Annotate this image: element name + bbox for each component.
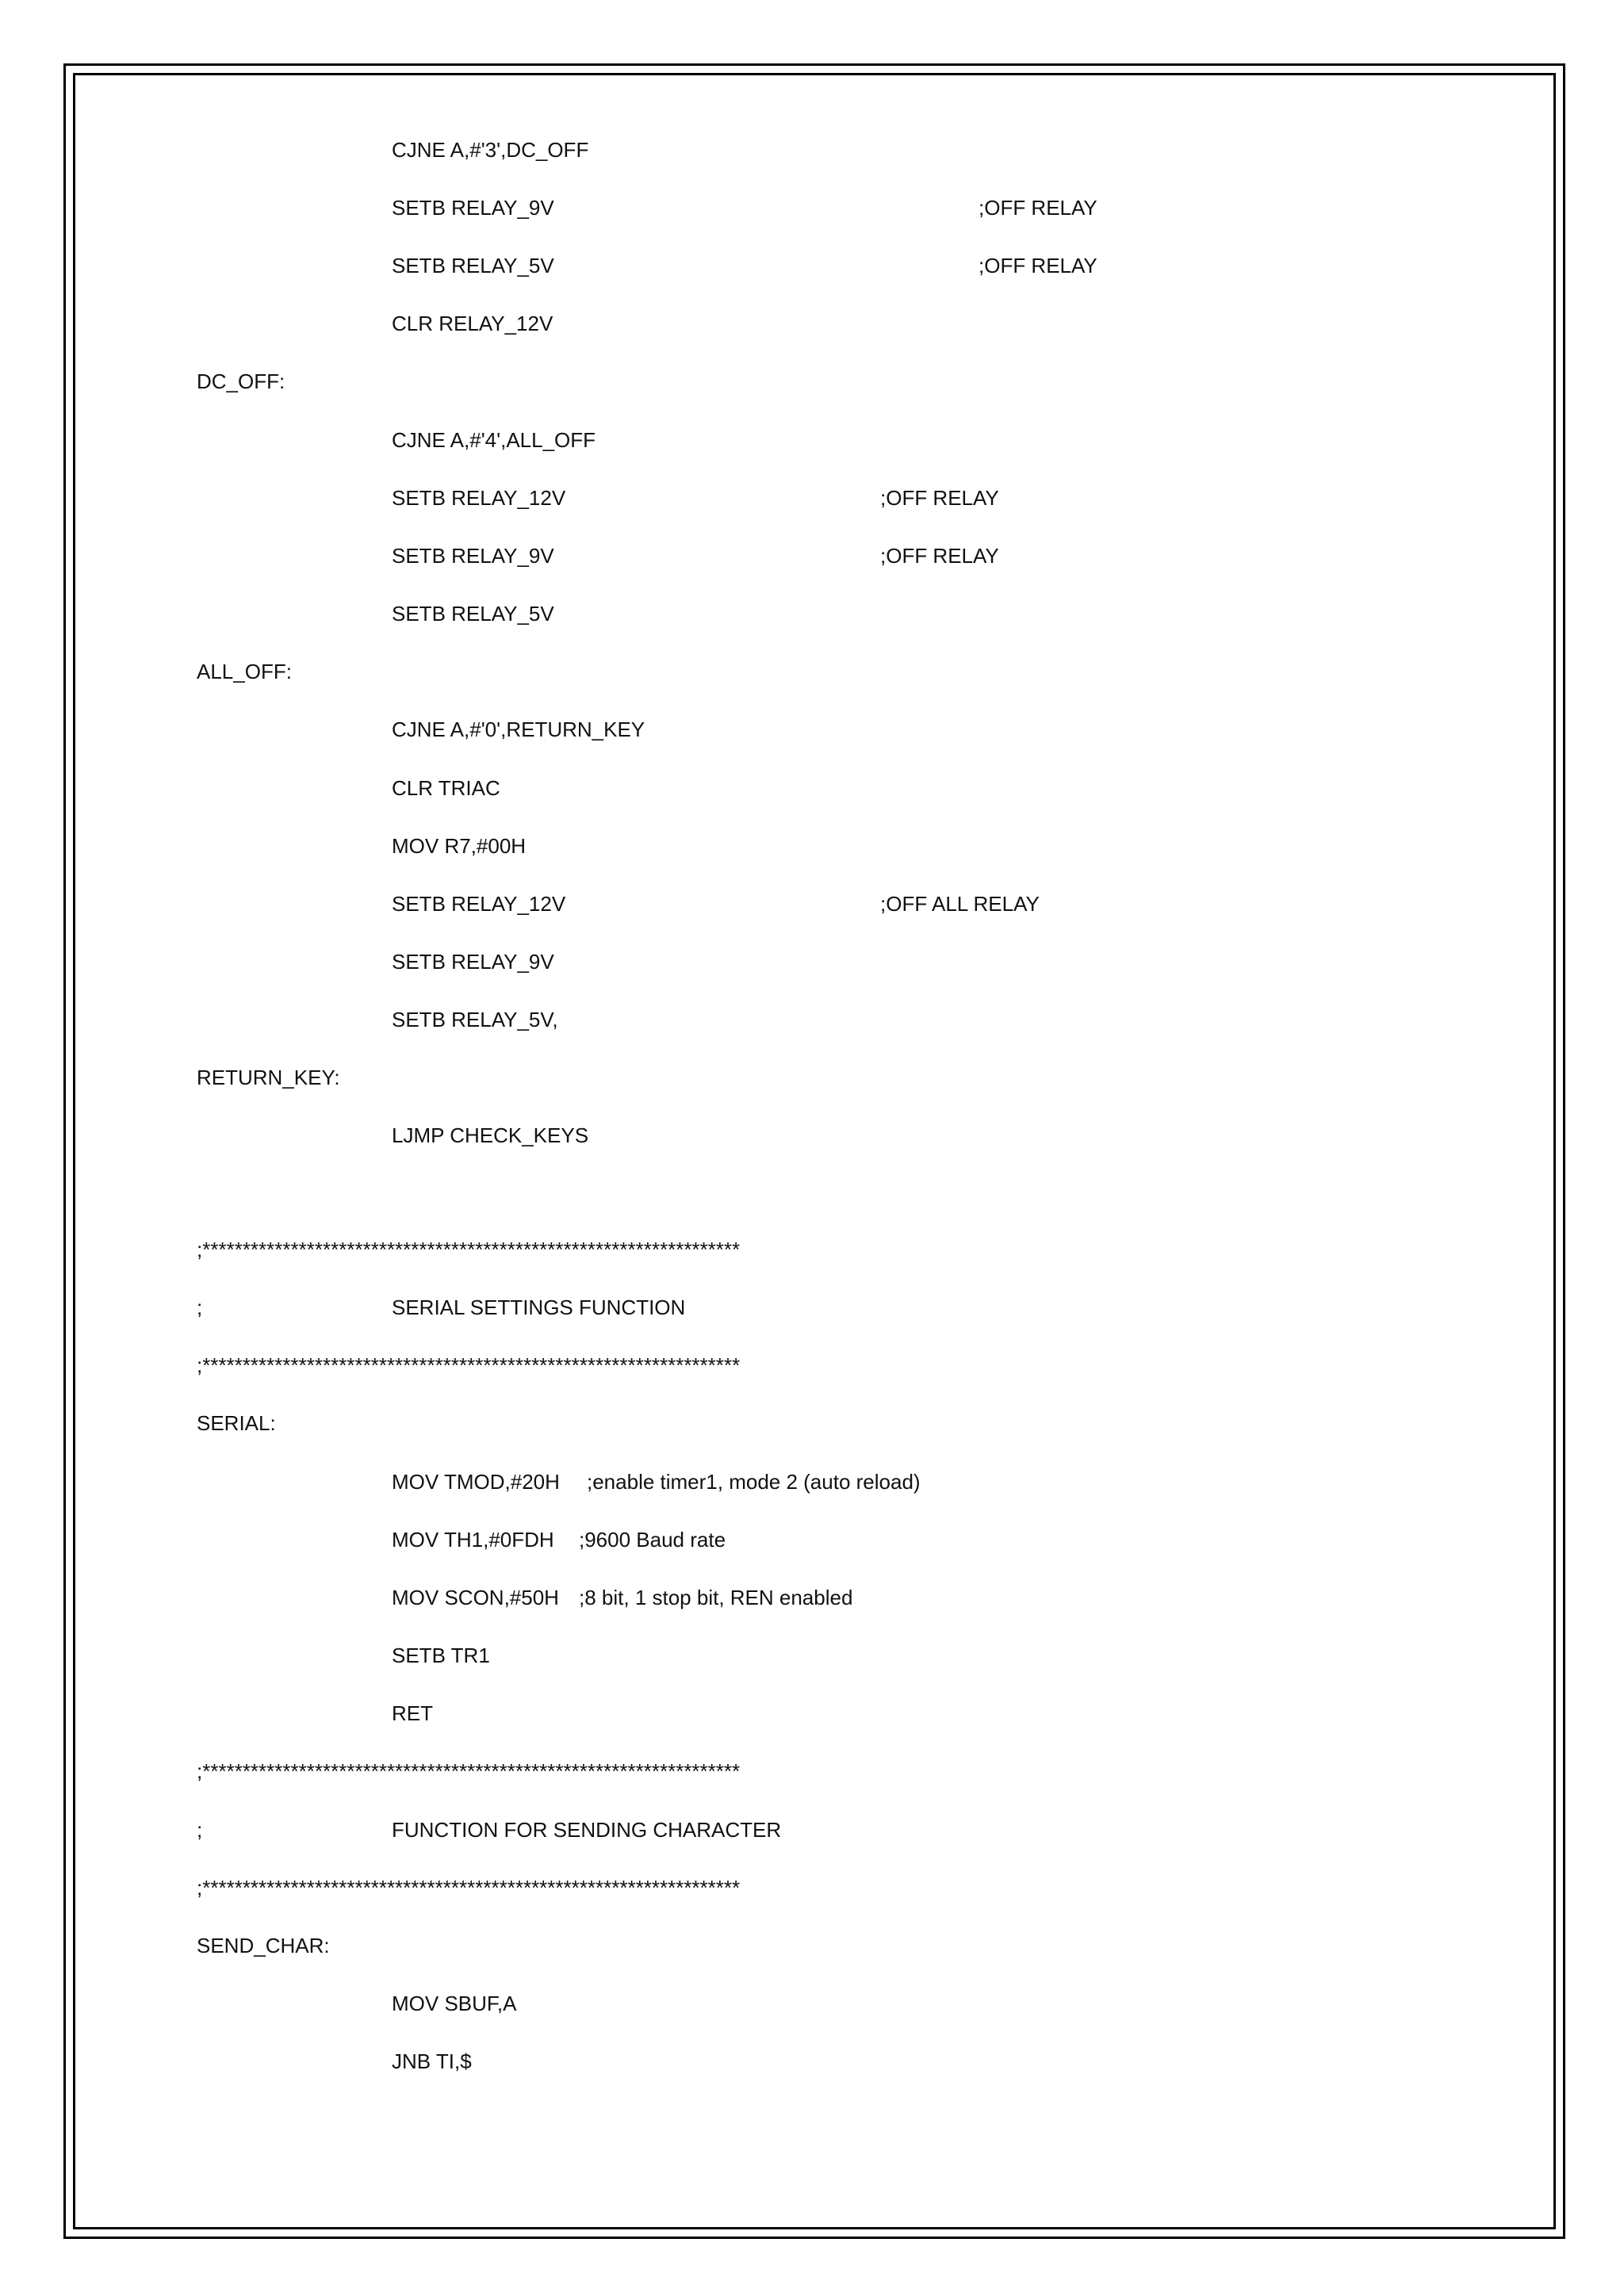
- code-comment: ;9600 Baud rate: [579, 1528, 726, 1552]
- code-label: DC_OFF:: [197, 369, 285, 393]
- code-line: MOV R7,#00H: [392, 834, 527, 858]
- code-line: RET: [392, 1701, 433, 1725]
- code-comment: ;enable timer1, mode 2 (auto reload): [587, 1470, 921, 1494]
- section-title: SERIAL SETTINGS FUNCTION: [392, 1295, 686, 1319]
- code-line: SETB RELAY_9V: [392, 196, 554, 220]
- code-comment: ;OFF ALL RELAY: [880, 892, 1040, 916]
- comment-separator: ;*******************************************************************: [197, 1238, 741, 1261]
- code-comment: ;OFF RELAY: [979, 254, 1097, 277]
- code-comment: ;OFF RELAY: [979, 196, 1097, 220]
- code-line: SETB RELAY_9V: [392, 950, 554, 974]
- code-line: SETB RELAY_5V: [392, 254, 554, 277]
- code-comment: ;8 bit, 1 stop bit, REN enabled: [579, 1586, 853, 1609]
- code-line: MOV TH1,#0FDH: [392, 1528, 554, 1552]
- section-semicolon: ;: [197, 1818, 203, 1842]
- code-line: CLR TRIAC: [392, 776, 500, 800]
- code-line: CJNE A,#'0',RETURN_KEY: [392, 718, 645, 741]
- code-line: MOV SBUF,A: [392, 1992, 517, 2015]
- code-line: MOV SCON,#50H: [392, 1586, 559, 1609]
- section-semicolon: ;: [197, 1295, 203, 1319]
- code-comment: ;OFF RELAY: [880, 486, 999, 510]
- code-line: SETB RELAY_12V: [392, 486, 566, 510]
- code-line: SETB RELAY_5V: [392, 602, 554, 626]
- code-label: SERIAL:: [197, 1411, 276, 1435]
- code-label: ALL_OFF:: [197, 660, 292, 683]
- comment-separator: ;*******************************************************************: [197, 1353, 741, 1377]
- code-line: CJNE A,#'3',DC_OFF: [392, 138, 589, 162]
- code-line: JNB TI,$: [392, 2049, 472, 2073]
- comment-separator: ;*******************************************************************: [197, 1876, 741, 1900]
- code-line: LJMP CHECK_KEYS: [392, 1123, 589, 1147]
- page-border-inner: [73, 73, 1556, 2229]
- code-line: CLR RELAY_12V: [392, 312, 553, 335]
- code-line: SETB TR1: [392, 1644, 490, 1667]
- comment-separator: ;*******************************************************************: [197, 1759, 741, 1783]
- code-line: SETB RELAY_12V: [392, 892, 566, 916]
- code-line: MOV TMOD,#20H: [392, 1470, 560, 1494]
- code-label: SEND_CHAR:: [197, 1934, 330, 1957]
- code-line: SETB RELAY_5V,: [392, 1008, 558, 1031]
- code-comment: ;OFF RELAY: [880, 544, 999, 568]
- code-label: RETURN_KEY:: [197, 1066, 340, 1089]
- section-title: FUNCTION FOR SENDING CHARACTER: [392, 1818, 782, 1842]
- code-line: CJNE A,#'4',ALL_OFF: [392, 428, 596, 452]
- code-line: SETB RELAY_9V: [392, 544, 554, 568]
